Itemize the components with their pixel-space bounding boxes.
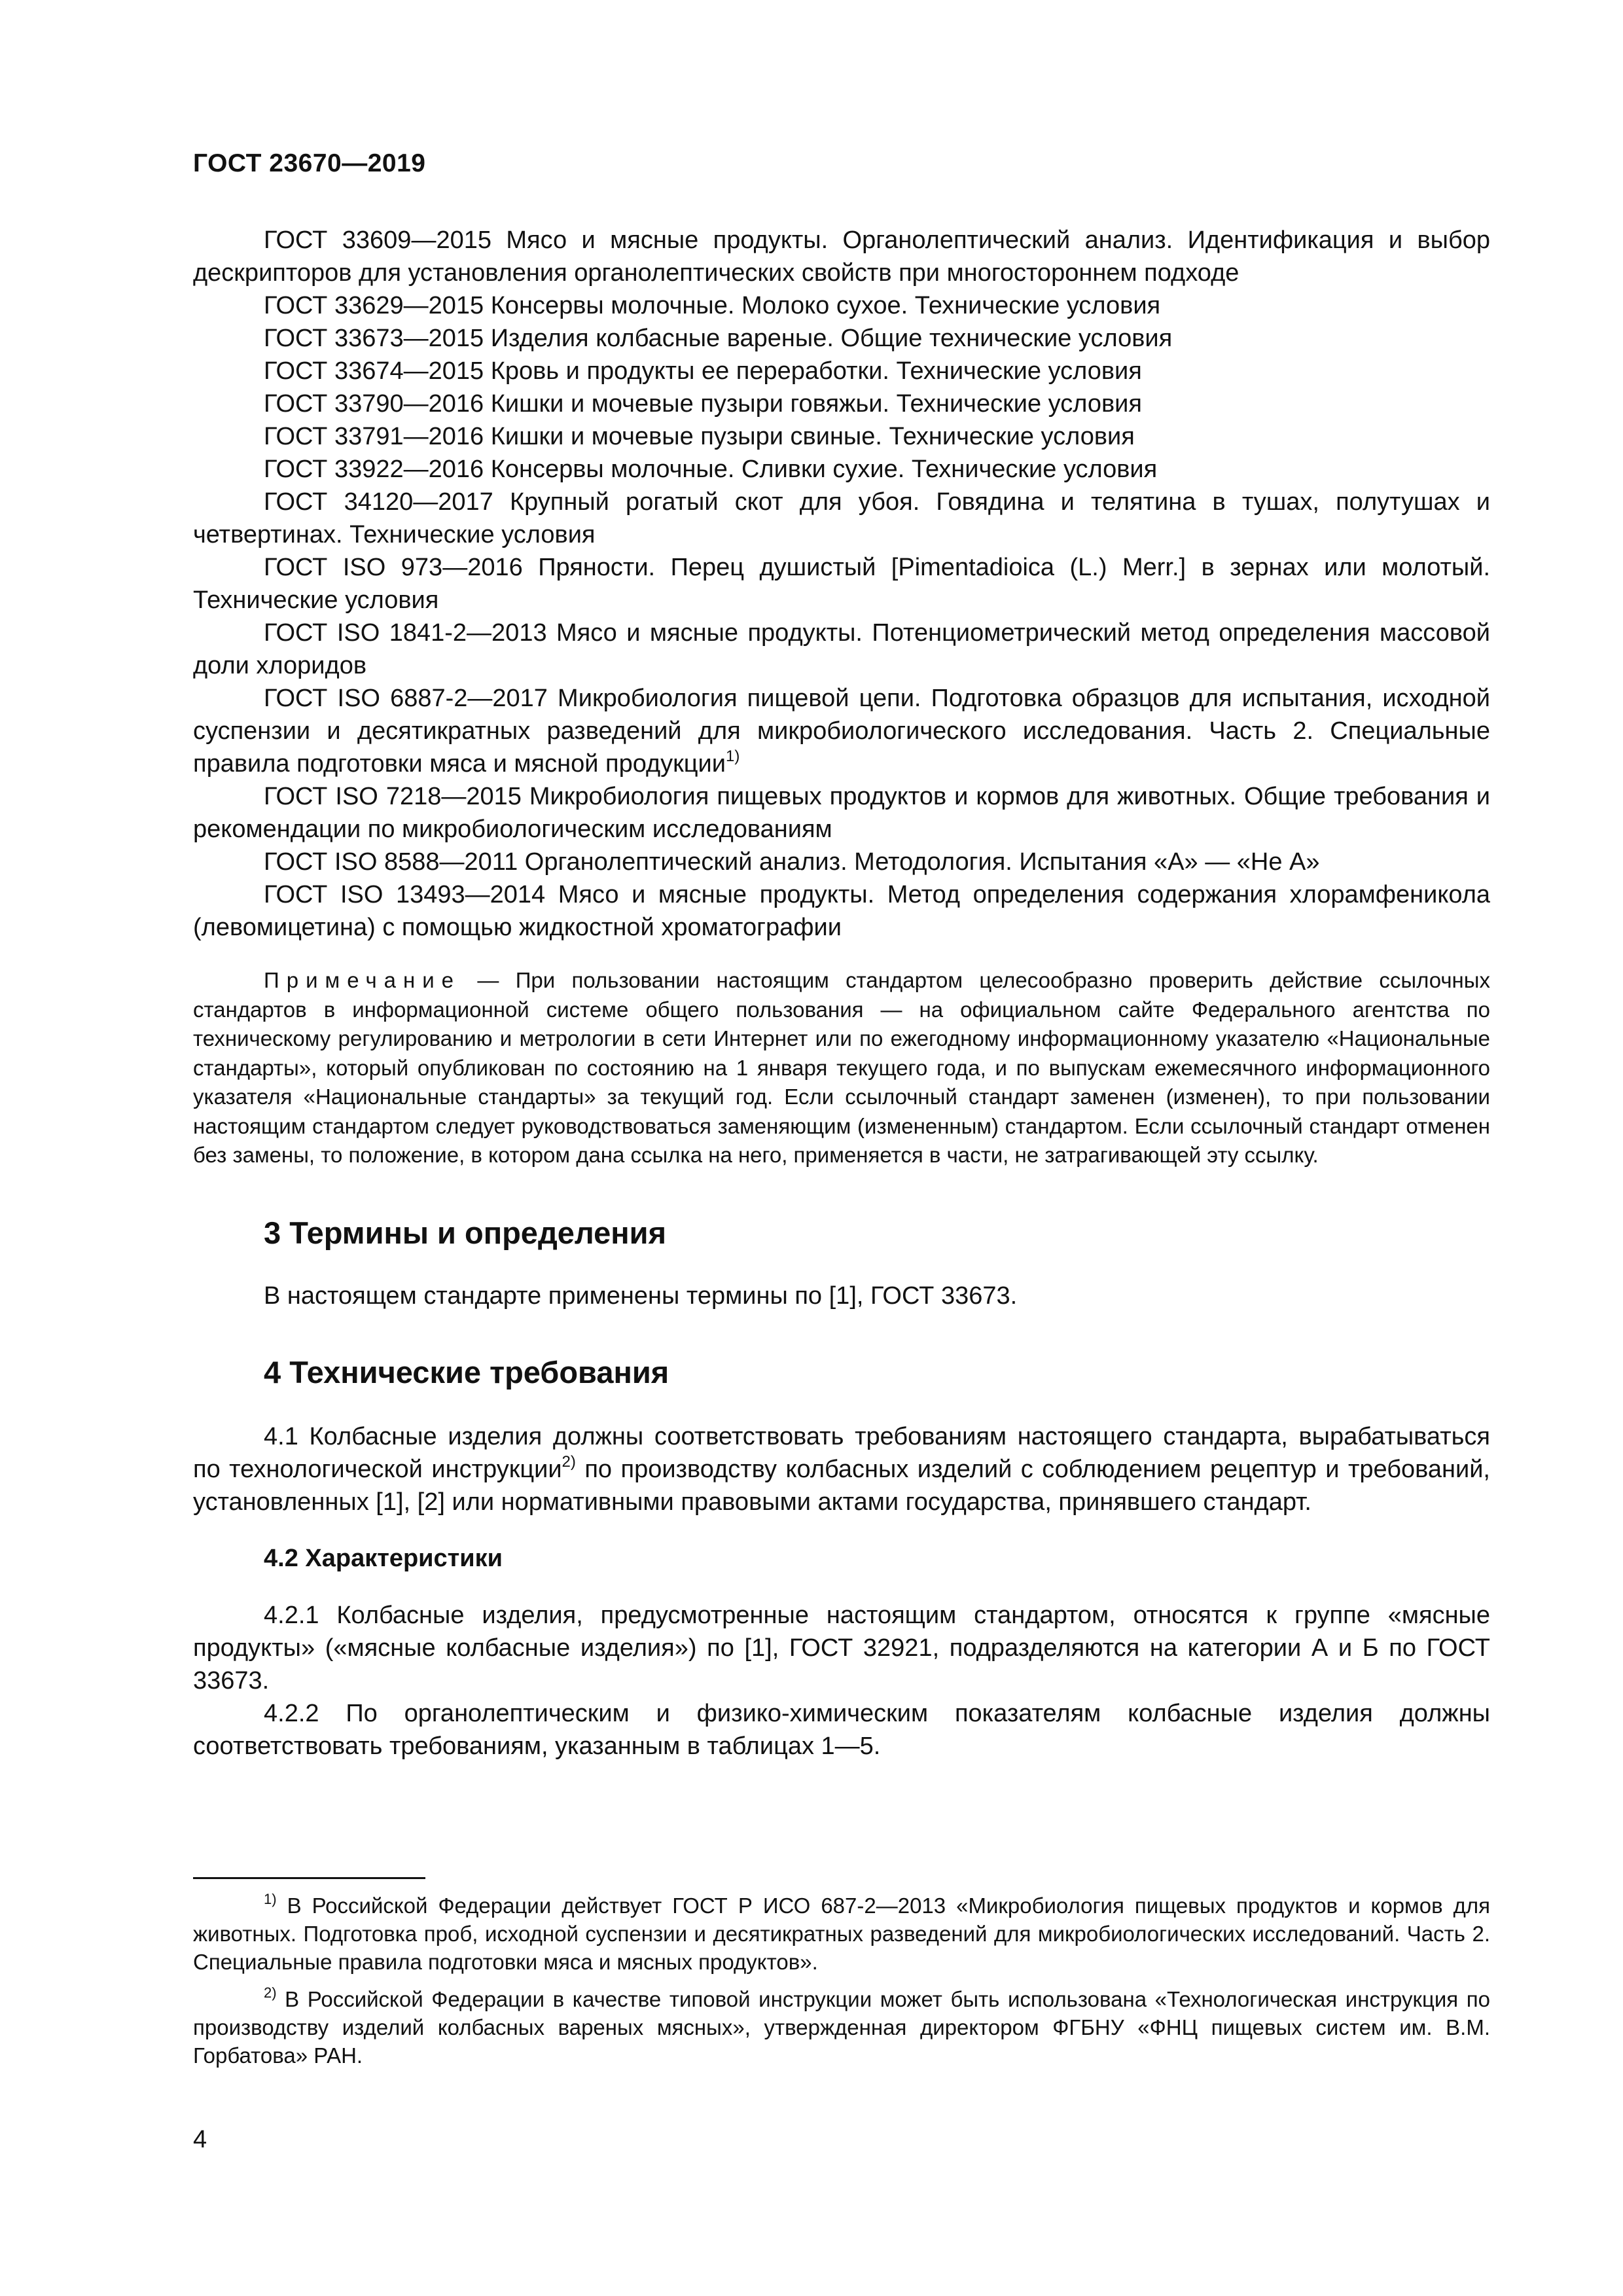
reference-item: ГОСТ 33922—2016 Консервы молочные. Сливки сухие. Технические условия [264,456,1158,483]
subsection-4-2-title: 4.2 Характеристики [264,1544,503,1572]
footnote-item [193,1985,1490,2070]
reference-item: ГОСТ 33609—2015 Мясо и мясные продукты. Органолептический анализ. Идентификация и выбор дескрипторов для установления органолептических свойств при многостороннем подходе [193,226,1490,287]
page-number: 4 [193,2126,207,2153]
footnote-mark: 1) [264,1891,277,1907]
paragraph-4-2-1: 4.2.1 Колбасные изделия, предусмотренные настоящим стандартом, относятся к группе «мясные продукты» («мясные колбасные изделия») по [1], ГОСТ 32921, подразделяются на категории А и Б по ГОСТ 33673. [193,1601,1490,1695]
footnote-marker: 2) [562,1452,576,1471]
page-content [193,224,1490,1763]
normative-references-list [193,224,1490,944]
footnote-item [193,1892,1490,1976]
reference-item: ГОСТ 33673—2015 Изделия колбасные вареные. Общие технические условия [264,325,1173,352]
section-4-title: 4 Технические требования [264,1354,669,1390]
reference-item: ГОСТ 33791—2016 Кишки и мочевые пузыри свиные. Технические условия [264,423,1135,450]
note-text: При пользовании настоящим стандартом целесообразно проверить действие ссылочных стандартов в информационной системе общего пользования — на официальном сайте Федерального агентства по техническому регулированию и метрологии в сети Интернет или по ежегодному информационному указателю «Национальные стандарты», который опубликован по состоянию на 1 января текущего года, и по выпускам ежемесячного информационного указателя «Национальные стандарты» за текущий год. Если ссылочный стандарт заменен (изменен), то при пользовании настоящим стандартом следует руководствоваться заменяющим (измененным) стандартом. Если ссылочный стандарт отменен без замены, то положение, в котором дана ссылка на него, применяется в части, не затрагивающей эту ссылку. [193,968,1491,1167]
reference-text: ГОСТ ISO 6887-2—2017 Микробиология пищевой цепи. Подготовка образцов для испытания, исходной суспензии и десятикратных разведений для микробиологического исследования. Часть 2. Специальные правила подготовки мяса и мясной продукции [193,685,1490,778]
paragraph-4-2-2: 4.2.2 По органолептическим и физико-химическим показателям колбасные изделия должны соответствовать требованиям, указанным в таблицах 1—5. [193,1699,1490,1760]
reference-item [193,682,1490,780]
reference-item: ГОСТ 33629—2015 Консервы молочные. Молоко сухое. Технические условия [264,292,1161,319]
paragraph-4-1-text: 4.1 Колбасные изделия должны соответствовать требованиям настоящего стандарта, вырабатываться по технологической инструкции [193,1422,1490,1483]
footnote-marker: 1) [726,747,740,765]
reference-item: ГОСТ ISO 973—2016 Пряности. Перец душистый [Pimentadioica (L.) Merr.] в зернах или молотый. Технические условия [193,554,1490,614]
paragraph-4-1-text-continued: по производству колбасных изделий с соблюдением рецептур и требований, установленных [1], [2] или нормативными правовыми актами государства, принявшего стандарт. [193,1455,1490,1516]
reference-item: ГОСТ 33790—2016 Кишки и мочевые пузыри говяжьи. Технические условия [264,390,1142,418]
footnote-mark: 2) [264,1984,277,2001]
footnotes [193,1892,1490,2079]
reference-item: ГОСТ ISO 1841-2—2013 Мясо и мясные продукты. Потенциометрический метод определения массовой доли хлоридов [193,619,1490,679]
reference-item: ГОСТ 33674—2015 Кровь и продукты ее переработки. Технические условия [264,357,1142,385]
note-dash: — [461,968,516,992]
reference-item: ГОСТ ISO 7218—2015 Микробиология пищевых продуктов и кормов для животных. Общие требования и рекомендации по микробиологическим исследованиям [193,783,1490,843]
reference-item: ГОСТ 34120—2017 Крупный рогатый скот для убоя. Говядина и телятина в тушах, полутушах и четвертинах. Технические условия [193,488,1490,548]
reference-item: ГОСТ ISO 8588—2011 Органолептический анализ. Методология. Испытания «А» — «Не А» [264,848,1320,876]
footnote-text: В Российской Федерации действует ГОСТ Р ИСО 687-2—2013 «Микробиология пищевых продуктов и кормов для животных. Подготовка проб, исходной суспензии и десятикратных разведений для микробиологических исследований. Часть 2. Специальные правила подготовки мяса и мясных продуктов». [193,1893,1490,1974]
paragraph-4-1 [193,1420,1490,1518]
footnote-text: В Российской Федерации в качестве типовой инструкции может быть использована «Технологическая инструкция по производству изделий колбасных вареных мясных», утвержденная директором ФГБНУ «ФНЦ пищевых систем им. В.М. Горбатова» РАН. [193,1987,1490,2068]
document-header: ГОСТ 23670—2019 [193,149,426,177]
note-paragraph [193,966,1490,1170]
reference-item: ГОСТ ISO 13493—2014 Мясо и мясные продукты. Метод определения содержания хлорамфеникола (левомицетина) с помощью жидкостной хроматографии [193,881,1490,941]
note-label: Примечание [264,968,461,992]
footnote-separator [193,1877,425,1879]
section-3-text: В настоящем стандарте применены термины по [1], ГОСТ 33673. [264,1282,1018,1310]
section-3-title: 3 Термины и определения [264,1215,666,1250]
